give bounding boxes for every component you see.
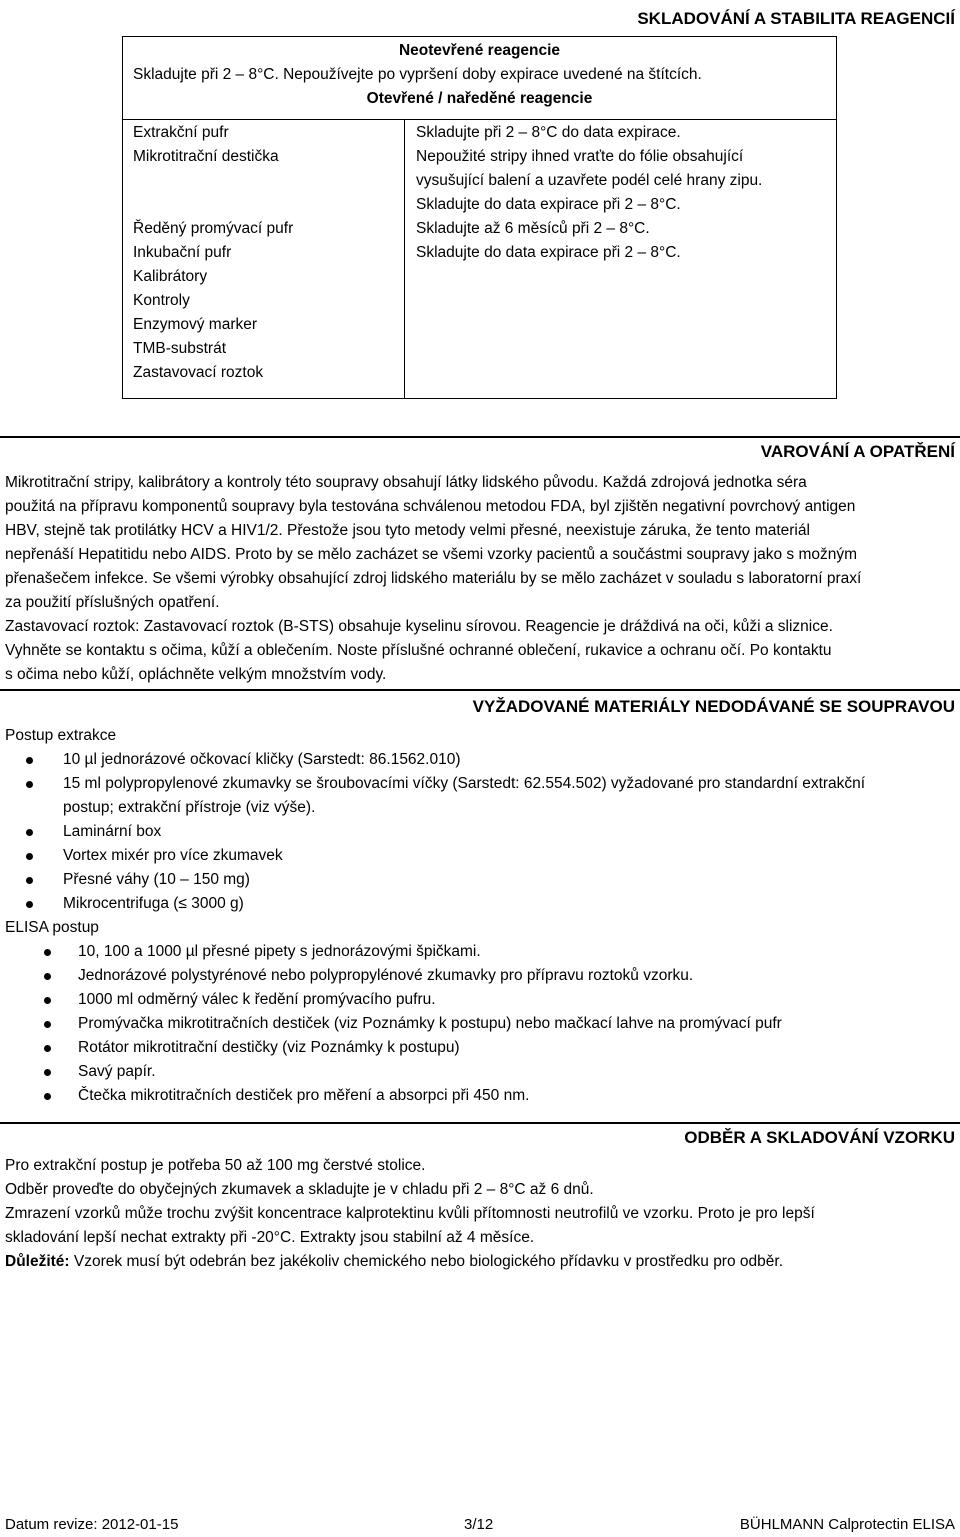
storage-row-name: Enzymový marker (133, 316, 258, 333)
list-item (38, 1060, 955, 1084)
storage-row-name: Inkubační pufr (133, 244, 232, 261)
unopened-title: Neotevřené reagencie (398, 42, 561, 59)
elisa-title: ELISA postup (5, 919, 99, 936)
list-item-text: postup; extrakční přístroje (viz výše). (63, 799, 316, 816)
warnings-line: použitá na přípravu komponentů soupravy byla testována schválenou metodou FDA, byl zjištěn negativní povrchový antigen (5, 498, 856, 515)
bullet-icon (44, 1021, 51, 1028)
list-item-text: Laminární box (63, 823, 162, 840)
bullet-icon (26, 901, 33, 908)
list-item (20, 844, 955, 868)
storage-row-name: Extrakční pufr (133, 124, 229, 141)
sampling-text (5, 1154, 955, 1250)
opened-title: Otevřené / naředěné reagencie (366, 90, 593, 107)
storage-row-name: Kontroly (133, 292, 190, 309)
elisa-list (38, 940, 955, 1108)
unopened-text: Skladujte při 2 – 8°C. Nepoužívejte po vypršení doby expirace uvedené na štítcích. (133, 66, 702, 83)
important-label: Důležité: (5, 1253, 70, 1270)
bullet-icon (26, 877, 33, 884)
section-rule (0, 436, 960, 438)
storage-row-name: TMB-substrát (133, 340, 227, 357)
table-row-divider (123, 119, 836, 120)
storage-row-text: Skladujte do data expirace při 2 – 8°C. (416, 196, 681, 213)
list-item (20, 892, 955, 916)
bullet-icon (26, 757, 33, 764)
list-item (20, 748, 955, 772)
bullet-icon (44, 949, 51, 956)
list-item (38, 1084, 955, 1108)
bullet-icon (44, 997, 51, 1004)
warnings-line: HBV, stejně tak protilátky HCV a HIV1/2. Přestože jsou tyto metody velmi přesné, neexistuje záruka, že tento materiál (5, 522, 810, 539)
extraction-list (20, 748, 955, 916)
bullet-icon (26, 781, 33, 788)
materials-heading: VYŽADOVANÉ MATERIÁLY NEDODÁVANÉ SE SOUPRAVOU (472, 697, 955, 716)
list-item-text: Savý papír. (78, 1063, 156, 1080)
storage-row-text: vysušující balení a uzavřete podél celé hrany zipu. (416, 172, 763, 189)
storage-row-text: Nepoužité stripy ihned vraťte do fólie obsahující (416, 148, 744, 165)
extraction-title: Postup extrakce (5, 727, 117, 744)
sampling-line: skladování lepší nechat extrakty při -20°C. Extrakty jsou stabilní až 4 měsíce. (5, 1229, 535, 1246)
sampling-heading: ODBĚR A SKLADOVÁNÍ VZORKU (684, 1128, 955, 1147)
list-item (20, 820, 955, 844)
warnings-line: Vyhněte se kontaktu s očima, kůží a oblečením. Noste příslušné ochranné oblečení, rukavice a ochranu očí. Po kontaktu (5, 642, 832, 659)
bullet-icon (26, 829, 33, 836)
storage-heading: SKLADOVÁNÍ A STABILITA REAGENCIÍ (637, 9, 955, 28)
bullet-icon (44, 1045, 51, 1052)
list-item-text: Rotátor mikrotitrační destičky (viz Poznámky k postupu) (78, 1039, 460, 1056)
list-item-text: Promývačka mikrotitračních destiček (viz Poznámky k postupu) nebo mačkací lahve na promývací pufr (78, 1015, 782, 1032)
warnings-heading: VAROVÁNÍ A OPATŘENÍ (760, 442, 955, 461)
storage-row-name: Ředěný promývací pufr (133, 220, 294, 237)
storage-row-name: Zastavovací roztok (133, 364, 264, 381)
bullet-icon (44, 1093, 51, 1100)
list-item (38, 988, 955, 1012)
list-item (38, 940, 955, 964)
list-item (38, 1012, 955, 1036)
storage-row-name: Kalibrátory (133, 268, 208, 285)
warnings-line: Mikrotitrační stripy, kalibrátory a kontroly této soupravy obsahují látky lidského původu. Každá zdrojová jednotka séra (5, 474, 807, 491)
warnings-line: za použití příslušných opatření. (5, 594, 220, 611)
section-rule (0, 1122, 960, 1124)
list-item-text: Čtečka mikrotitračních destiček pro měření a absorpci při 450 nm. (78, 1087, 530, 1104)
storage-row-text: Skladujte při 2 – 8°C do data expirace. (416, 124, 681, 141)
important-note (5, 1250, 955, 1274)
list-item (38, 1036, 955, 1060)
list-item (20, 868, 955, 892)
list-item-text: 15 ml polypropylenové zkumavky se šroubovacími víčky (Sarstedt: 62.554.502) vyžadované pro standardní extrakční (63, 775, 866, 792)
list-item (20, 772, 955, 820)
list-item-text: Mikrocentrifuga (≤ 3000 g) (63, 895, 244, 912)
important-text: Vzorek musí být odebrán bez jakékoliv chemického nebo biologického přídavku v prostředku pro odběr. (69, 1253, 783, 1270)
section-rule (0, 689, 960, 691)
page-number: 3/12 (464, 1516, 494, 1533)
warnings-line: nepřenáší Hepatitidu nebo AIDS. Proto by se mělo zacházet se všemi vzorky pacientů a součástmi soupravy jako s možným (5, 546, 858, 563)
storage-row-text: Skladujte až 6 měsíců při 2 – 8°C. (416, 220, 650, 237)
table-divider (404, 120, 405, 398)
warnings-text (5, 471, 955, 687)
revision-date: Datum revize: 2012-01-15 (5, 1516, 179, 1533)
list-item-text: Přesné váhy (10 – 150 mg) (63, 871, 250, 888)
list-item-text: Jednorázové polystyrénové nebo polypropylénové zkumavky pro přípravu roztoků vzorku. (78, 967, 694, 984)
warnings-line: přenašečem infekce. Se všemi výrobky obsahující zdroj lidského materiálu by se mělo zacházet v souladu s laboratorní praxí (5, 570, 862, 587)
list-item-text: 10, 100 a 1000 µl přesné pipety s jednorázovými špičkami. (78, 943, 481, 960)
product-name: BÜHLMANN Calprotectin ELISA (739, 1516, 955, 1533)
warnings-line: Zastavovací roztok: Zastavovací roztok (B-STS) obsahuje kyselinu sírovou. Reagencie je dráždivá na oči, kůži a sliznice. (5, 618, 833, 635)
bullet-icon (44, 1069, 51, 1076)
list-item-text: 1000 ml odměrný válec k ředění promývacího pufru. (78, 991, 436, 1008)
sampling-line: Odběr proveďte do obyčejných zkumavek a skladujte je v chladu při 2 – 8°C až 6 dnů. (5, 1181, 594, 1198)
bullet-icon (44, 973, 51, 980)
storage-row-text: Skladujte do data expirace při 2 – 8°C. (416, 244, 681, 261)
bullet-icon (26, 853, 33, 860)
list-item-text: Vortex mixér pro více zkumavek (63, 847, 283, 864)
storage-table (122, 36, 837, 399)
sampling-line: Pro extrakční postup je potřeba 50 až 100 mg čerstvé stolice. (5, 1157, 426, 1174)
list-item-text: 10 µl jednorázové očkovací kličky (Sarstedt: 86.1562.010) (63, 751, 461, 768)
warnings-line: s očima nebo kůží, opláchněte velkým množstvím vody. (5, 666, 387, 683)
storage-row-name: Mikrotitrační destička (133, 148, 279, 165)
list-item (38, 964, 955, 988)
sampling-line: Zmrazení vzorků může trochu zvýšit koncentrace kalprotektinu kvůli přítomnosti neutrofilů ve vzorku. Proto je pro lepší (5, 1205, 815, 1222)
